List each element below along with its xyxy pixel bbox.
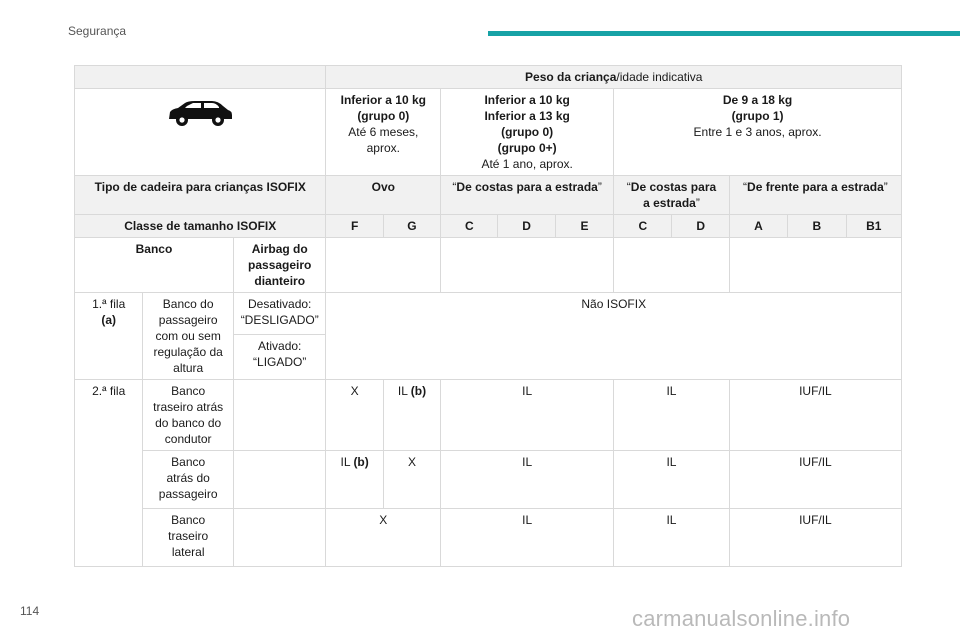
column-header-row [75,238,902,293]
seat-type-rear: “De costas para a estrada” [441,176,614,215]
value-cd: IL [614,509,730,567]
page-number: 114 [20,604,40,618]
seat-type-front: “De frente para a estrada” [729,176,901,215]
seat-type-ovo: Ovo [326,176,441,215]
value-f: IL (b) [326,451,383,509]
size-class: F [326,215,383,238]
seat-rear-driver-side: Banco traseiro atrás do banco do condutor [143,380,234,451]
value-cde: IL [441,451,614,509]
col-header-airbag: Airbag do passageiro dianteiro [233,238,326,293]
watermark: carmanualsonline.info [632,606,851,631]
value-cde: IL [441,380,614,451]
airbag-on: Ativado: “LIGADO” [233,335,326,380]
weight-header: Peso da criança/idade indicativa [326,66,902,89]
seat-rear-passenger-side: Banco atrás do passageiro [143,451,234,509]
size-class: G [383,215,440,238]
value-ab: IUF/IL [729,380,901,451]
size-class: D [498,215,555,238]
value-ab: IUF/IL [729,451,901,509]
fila-1-label: 1.ª fila (a) [75,293,143,380]
row-2-seat-c [75,509,902,567]
value-cd: IL [614,451,730,509]
fila-2-label: 2.ª fila [75,380,143,567]
group1-cell: De 9 a 18 kg (grupo 1) Entre 1 e 3 anos, aprox. [614,89,902,176]
seat-type-row [75,176,902,215]
seat-type-rear-2: “De costas para a estrada” [614,176,730,215]
row-2-seat-a [75,380,902,451]
car-icon [165,98,235,128]
header-title: Segurança [68,24,127,38]
size-class: E [555,215,613,238]
size-class: B1 [846,215,902,238]
seat-front-passenger: Banco do passageiro com ou sem regulação da altura [143,293,234,380]
isofix-table [74,65,902,567]
value-g: X [383,451,440,509]
value-g: IL (b) [383,380,440,451]
size-class-label: Classe de tamanho ISOFIX [75,215,326,238]
size-class-row [75,215,902,238]
size-class: C [441,215,498,238]
value-f: X [326,380,383,451]
seat-type-label: Tipo de cadeira para crianças ISOFIX [75,176,326,215]
group-row [75,89,902,176]
group0plus-cell: Inferior a 10 kg Inferior a 13 kg (grupo 0) (grupo 0+) Até 1 ano, aprox. [441,89,614,176]
col-header-banco: Banco [75,238,234,293]
value-cde: IL [441,509,614,567]
size-class: D [672,215,729,238]
value-ab: IUF/IL [729,509,901,567]
size-class: A [729,215,787,238]
header-accent-bar [488,31,960,36]
group0-cell: Inferior a 10 kg (grupo 0) Até 6 meses, aprox. [326,89,441,176]
size-class: C [614,215,672,238]
seat-rear-side: Banco traseiro lateral [143,509,234,567]
weight-header-row [75,66,902,89]
row1-value: Não ISOFIX [326,293,902,380]
airbag-off: Desativado: “DESLIGADO” [233,293,326,335]
car-cell [75,89,326,176]
row-2-seat-b [75,451,902,509]
row-1-fila-off [75,293,902,335]
value-fg: X [326,509,441,567]
size-class: B [788,215,846,238]
value-cd: IL [614,380,730,451]
